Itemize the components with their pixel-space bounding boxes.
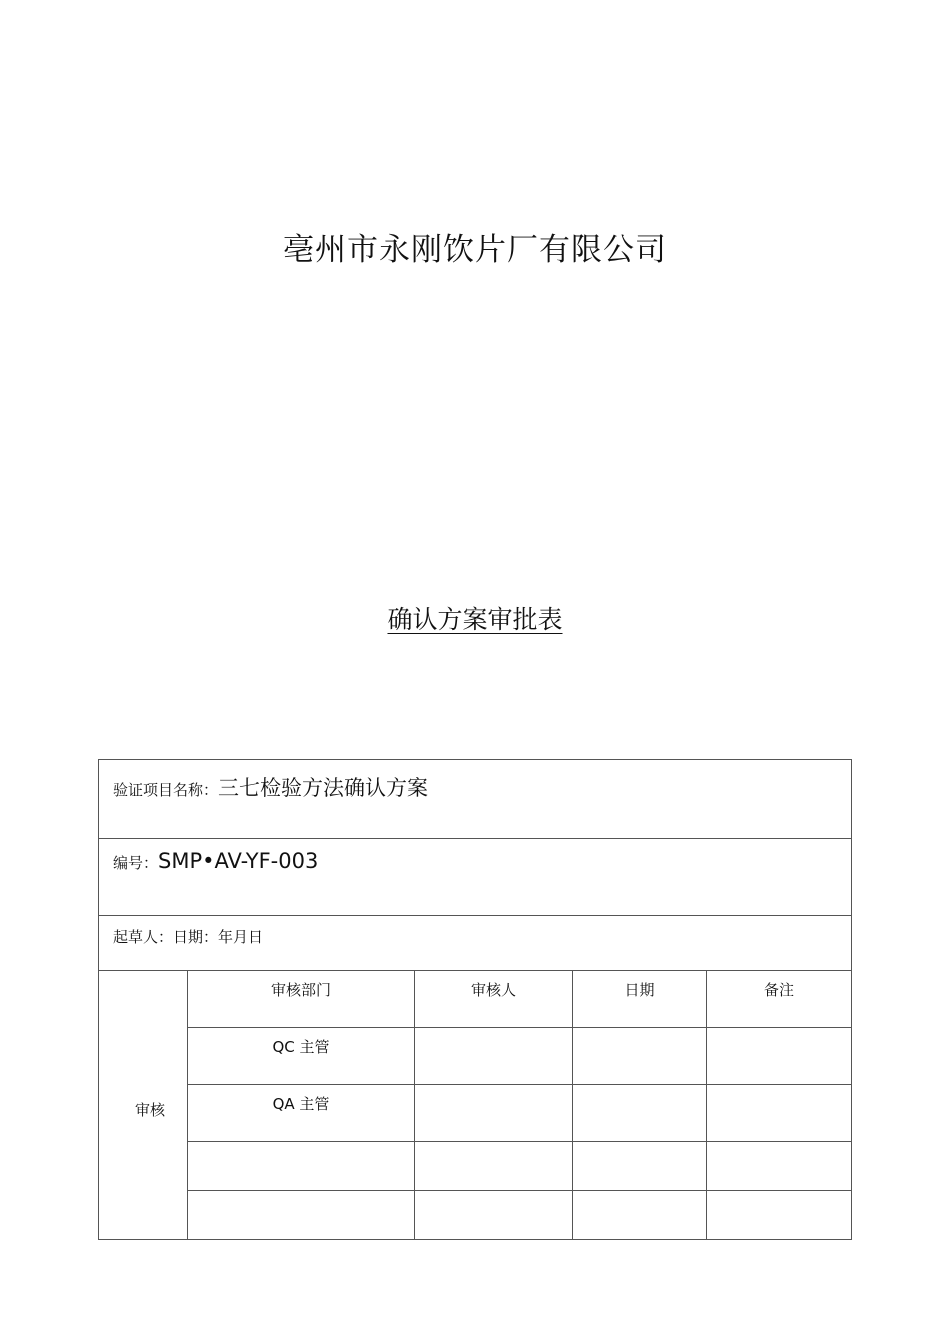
header-date: 日期 [573,971,707,1028]
dept-cell[interactable] [188,1142,415,1191]
date-cell[interactable] [573,1142,707,1191]
review-row-qc [99,1028,852,1085]
review-label: 审核 [99,971,188,1240]
date-cell[interactable] [573,1085,707,1142]
header-dept: 审核部门 [188,971,415,1028]
review-row-blank-1 [99,1142,852,1191]
code-row [99,839,852,916]
review-header-row [99,971,852,1028]
code-label: 编号： [113,854,159,872]
form-title [0,600,950,636]
date-cell[interactable] [573,1191,707,1240]
project-label: 验证项目名称： [113,781,219,799]
reviewer-cell[interactable] [415,1142,573,1191]
form-title-text: 确认方案审批表 [387,605,563,634]
code-cell [99,839,852,916]
reviewer-cell[interactable] [415,1191,573,1240]
drafter-text: 起草人：日期：年月日 [113,928,264,946]
dept-cell: QC 主管 [188,1028,415,1085]
review-row-qa [99,1085,852,1142]
approval-table [98,759,852,1240]
header-reviewer: 审核人 [415,971,573,1028]
header-note: 备注 [707,971,852,1028]
review-row-blank-2 [99,1191,852,1240]
dept-cell[interactable] [188,1191,415,1240]
reviewer-cell[interactable] [415,1085,573,1142]
note-cell[interactable] [707,1142,852,1191]
date-cell[interactable] [573,1028,707,1085]
reviewer-cell[interactable] [415,1028,573,1085]
code-value: SMP•AV-YF-003 [158,849,319,873]
drafter-cell [99,916,852,971]
note-cell[interactable] [707,1085,852,1142]
project-row [99,760,852,839]
note-cell[interactable] [707,1191,852,1240]
dept-cell: QA 主管 [188,1085,415,1142]
drafter-row [99,916,852,971]
project-value: 三七检验方法确认方案 [218,776,429,800]
company-name: 亳州市永刚饮片厂有限公司 [283,232,667,268]
note-cell[interactable] [707,1028,852,1085]
project-cell [99,760,852,839]
